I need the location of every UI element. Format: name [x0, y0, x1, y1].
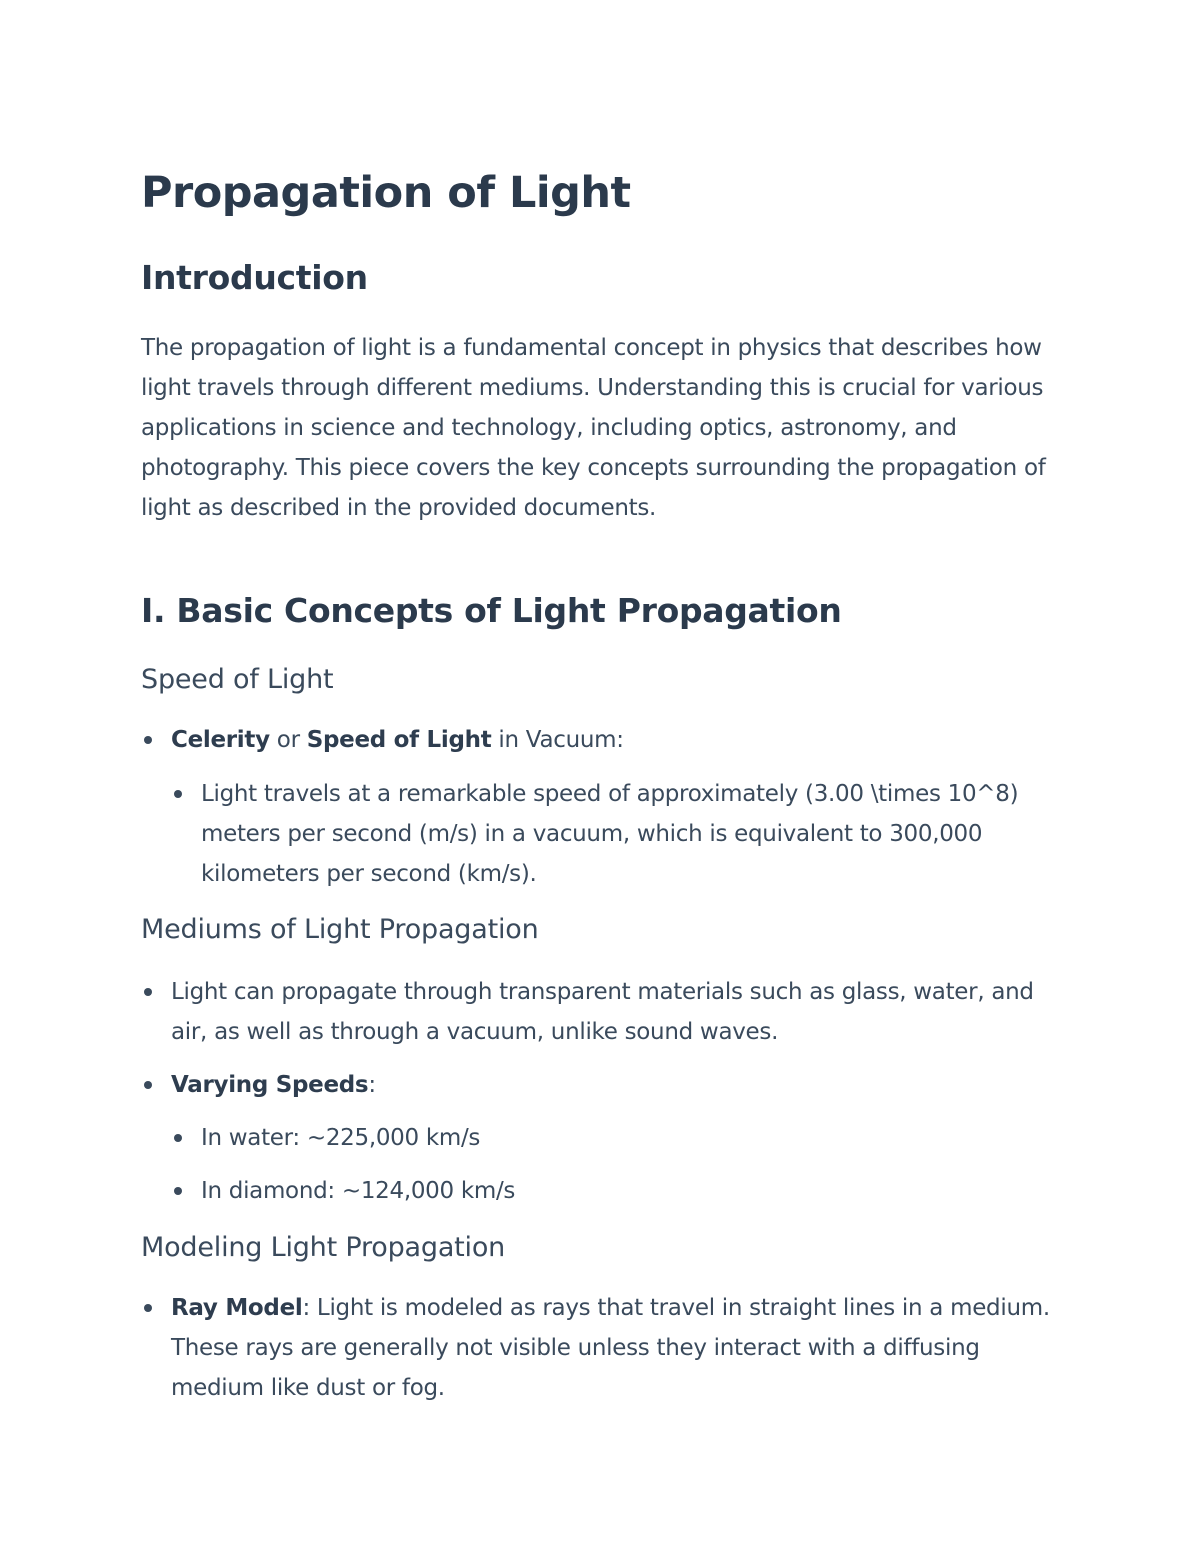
- bullet-icon: [174, 790, 182, 798]
- bullet-icon: [174, 1187, 182, 1195]
- list-item: Ray Model: Light is modeled as rays that travel in straight lines in a medium. These rays are generally not visible unless they interact with a diffusing medium like dust or fog.: [171, 1288, 1051, 1408]
- list-item: In diamond: ~124,000 km/s: [201, 1171, 1051, 1211]
- bullet-icon: [144, 736, 152, 744]
- mediums-heading: Mediums of Light Propagation: [141, 914, 539, 945]
- modeling-heading: Modeling Light Propagation: [141, 1232, 506, 1263]
- list-item: Light travels at a remarkable speed of approximately (3.00 \times 10^8) meters per second (m/s) in a vacuum, which is equivalent to 300,000 kilometers per second (km/s).: [201, 774, 1051, 894]
- bullet-icon: [174, 1134, 182, 1142]
- bullet-icon: [144, 1304, 152, 1312]
- list-item: Light can propagate through transparent materials such as glass, water, and air, as well as through a vacuum, unlike sound waves.: [171, 972, 1051, 1052]
- bold-term: Ray Model: [171, 1295, 303, 1321]
- page-title: Propagation of Light: [141, 168, 631, 218]
- bold-term: Speed of Light: [306, 727, 492, 753]
- list-item: In water: ~225,000 km/s: [201, 1118, 1051, 1158]
- bullet-icon: [144, 1081, 152, 1089]
- section-basic-concepts-heading: I. Basic Concepts of Light Propagation: [141, 591, 842, 630]
- bold-term: Varying Speeds: [171, 1072, 369, 1098]
- list-item: Celerity or Speed of Light in Vacuum:: [171, 720, 1051, 760]
- introduction-heading: Introduction: [141, 258, 368, 297]
- bold-term: Celerity: [171, 727, 270, 753]
- list-item: Varying Speeds:: [171, 1065, 1051, 1105]
- speed-of-light-heading: Speed of Light: [141, 664, 334, 695]
- introduction-paragraph: The propagation of light is a fundamental concept in physics that describes how light travels through different mediums. Understanding this is crucial for various applications in science and technology, including optics, astronomy, and photography. This piece covers the key concepts surrounding the propagation of light as described in the provided documents.: [141, 335, 1046, 521]
- bullet-icon: [144, 988, 152, 996]
